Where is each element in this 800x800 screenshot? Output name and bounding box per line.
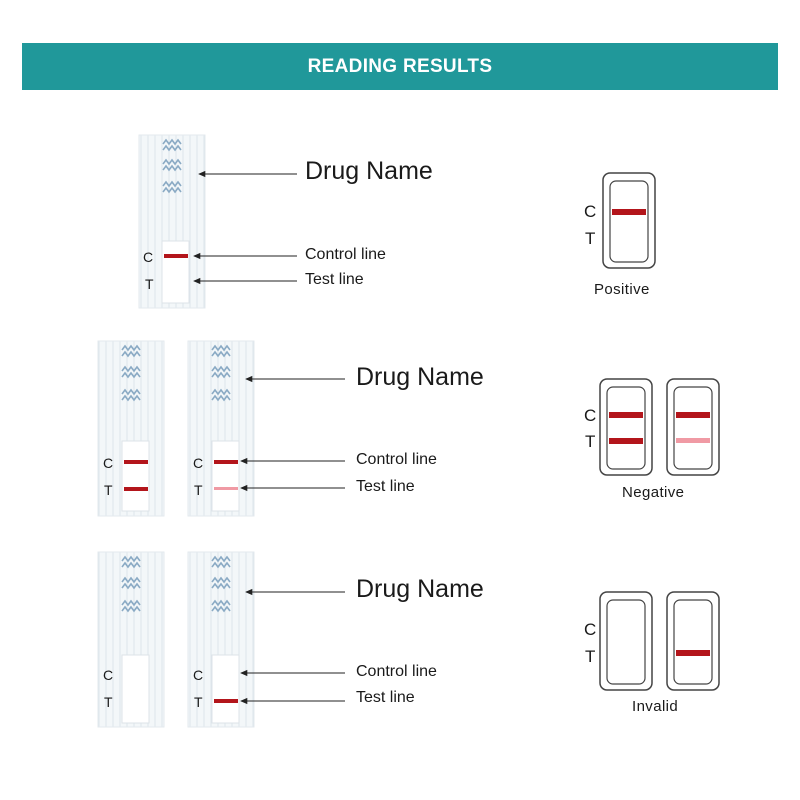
result-cassette-positive: [603, 173, 655, 268]
control-line-label: Control line: [356, 451, 437, 468]
strip-c-marker: C: [193, 667, 204, 683]
cassette-control-line: [609, 412, 643, 418]
cassette-c-marker: C: [584, 202, 597, 221]
strip-c-marker: C: [143, 249, 154, 265]
drug-name-label: Drug Name: [356, 363, 484, 391]
strip-t-marker: T: [194, 694, 203, 710]
control-line-label: Control line: [356, 663, 437, 680]
result-cassette-invalid-2: [667, 592, 719, 690]
cassette-t-marker: T: [585, 647, 596, 666]
strip-c-marker: C: [103, 455, 114, 471]
strip-control-mark: [164, 254, 188, 258]
strip-control-mark: [214, 460, 238, 464]
cassette-control-line: [612, 209, 646, 215]
strip-test-mark: [214, 699, 238, 703]
strip-c-marker: C: [193, 455, 204, 471]
result-cassette-negative-2: [667, 379, 719, 475]
result-label-positive: Positive: [594, 281, 650, 298]
test-line-label: Test line: [356, 689, 415, 706]
result-cassette-negative-1: [600, 379, 652, 475]
test-line-label: Test line: [305, 271, 364, 288]
cassette-c-marker: C: [584, 406, 597, 425]
cassette-test-line-faint: [676, 438, 710, 443]
strip-test-mark-faint: [214, 487, 238, 490]
cassette-test-line: [676, 650, 710, 656]
strip-test-mark: [124, 487, 148, 491]
test-line-label: Test line: [356, 478, 415, 495]
control-line-label: Control line: [305, 246, 386, 263]
strip-t-marker: T: [104, 694, 113, 710]
strip-t-marker: T: [104, 482, 113, 498]
strip-t-marker: T: [194, 482, 203, 498]
cassette-control-line: [676, 412, 710, 418]
drug-name-label: Drug Name: [356, 575, 484, 603]
strip-t-marker: T: [145, 276, 154, 292]
cassette-c-marker: C: [584, 620, 597, 639]
banner-title: READING RESULTS: [307, 55, 493, 77]
result-label-invalid: Invalid: [632, 698, 679, 715]
result-cassette-invalid-1: [600, 592, 652, 690]
cassette-t-marker: T: [585, 432, 596, 451]
result-label-negative: Negative: [622, 484, 685, 501]
cassette-t-marker: T: [585, 229, 596, 248]
cassette-test-line: [609, 438, 643, 444]
strip-control-mark: [124, 460, 148, 464]
strip-c-marker: C: [103, 667, 114, 683]
drug-name-label: Drug Name: [305, 157, 433, 185]
